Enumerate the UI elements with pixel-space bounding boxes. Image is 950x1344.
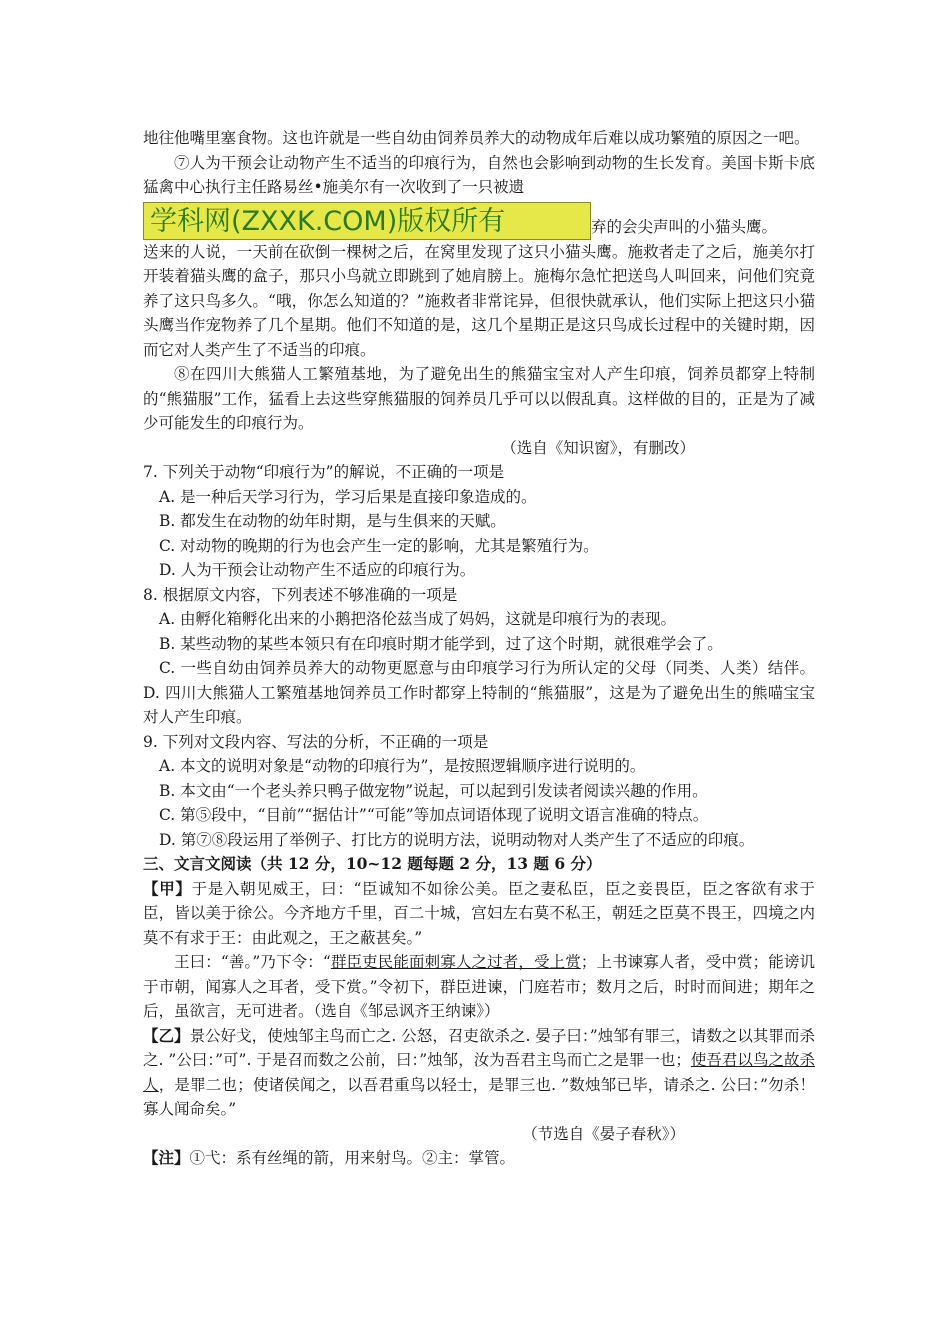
passage-yi-p1-a: 景公好戈，使烛邹主鸟而亡之. 公怒，召吏欲杀之. 晏子曰：”烛邹有罪三，请数之以其罪而杀之. ”公曰：”可”. 于是召而数之公前，曰：”烛邹，汝为吾君主鸟而亡之是罪一也； xyxy=(143,1026,815,1069)
watermark-banner: 学科网(ZXXK.COM)版权所有 xyxy=(143,202,591,240)
question-7-stem: 7. 下列关于动物“印痕行为”的解说，不正确的一项是 xyxy=(143,463,505,481)
passage-jia-p2 xyxy=(143,950,815,1024)
question-9-option-c: C. 第⑤段中，“目前”“据估计”“可能”等加点词语体现了说明文语言准确的特点。 xyxy=(159,806,709,824)
note xyxy=(143,1146,815,1171)
document-page xyxy=(143,126,815,1171)
question-7-option-d: D. 人为干预会让动物产生不适应的印痕行为。 xyxy=(159,561,476,579)
passage-jia-p2-b: ；上书谏寡人者，受中赏；能谤讥于市朝，闻寡人之耳者，受下赏。”令初下，群臣进谏，门庭若市；数月之后，时时而间进；期年之后，虽欲言，无可进者。（选自《邹忌讽齐王纳谏》） xyxy=(143,953,815,1020)
passage-jia-text: 于是入朝见威王，曰：“臣诚知不如徐公美。臣之妻私臣，臣之妾畏臣，臣之客欲有求于臣，皆以美于徐公。今齐地方千里，百二十城，宫妇左右莫不私王，朝廷之臣莫不畏王，四境之内莫不有求于王：由此观之，王之蔽甚矣。” xyxy=(143,879,815,947)
paragraph-7-rest: 送来的人说，一天前在砍倒一棵树之后，在窝里发现了这只小猫头鹰。施救者走了之后，施美尔打开装着猫头鹰的盒子，那只小鸟就立即跳到了她肩膀上。施梅尔急忙把送鸟人叫回来，问他们究竟养了这只鸟多久。“哦，你怎么知道的？”施救者非常诧异，但很快就承认，他们实际上把这只小猫头鹰当作宠物养了几个星期。他们不知道的是，这几个星期正是这只鸟成长过程中的关键时期，因而它对人类产生了不适当的印痕。 xyxy=(143,242,815,359)
paragraph-6-end: 地往他嘴里塞食物。这也许就是一些自幼由饲养员养大的动物成年后难以成功繁殖的原因之一吧。 xyxy=(143,129,810,147)
question-7-option-c: C. 对动物的晚期的行为也会产生一定的影响，尤其是繁殖行为。 xyxy=(159,536,599,555)
paragraph-7-start: ⑦人为干预会让动物产生不适当的印痕行为，自然也会影响到动物的生长发育。美国卡斯卡底猛禽中心执行主任路易丝•施美尔有一次收到了一只被遗 xyxy=(143,153,815,196)
question-8-option-b: B. 某些动物的某些本领只有在印痕时期才能学到，过了这个时期，就很难学会了。 xyxy=(159,634,723,653)
question-9-stem: 9. 下列对文段内容、写法的分析，不正确的一项是 xyxy=(143,732,489,751)
question-8-stem: 8. 根据原文内容，下列表述不够准确的一项是 xyxy=(143,585,458,604)
passage-jia-underlined: 群臣吏民能面刺寡人之过者，受上赏 xyxy=(330,953,581,971)
passage-jia-tag: 【甲】 xyxy=(143,878,192,898)
passage-jia-p2-a: 王曰：“善。”乃下令：“ xyxy=(174,953,331,971)
note-tag: 【注】 xyxy=(143,1148,190,1167)
watermark-row xyxy=(143,202,815,240)
question-7-option-a: A. 是一种后天学习行为，学习后果是直接印象造成的。 xyxy=(159,487,537,506)
question-8-option-c-d: C. 一些自幼由饲养员养大的动物更愿意与由印痕学习行为所认定的父母（同类、人类）结伴。D. 四川大熊猫人工繁殖基地饲养员工作时都穿上特制的“熊猫服”，这是为了避免出生的熊喵宝宝对人产生印痕。 xyxy=(143,659,815,726)
paragraph-8: ⑧在四川大熊猫人工繁殖基地，为了避免出生的熊猫宝宝对人产生印痕，饲养员都穿上特制的“熊猫服”工作，猛看上去这些穿熊猫服的饲养员几乎可以以假乱真。这样做的目的，正是为了减少可能发生的印痕行为。 xyxy=(143,365,815,432)
question-9-option-a: A. 本文的说明对象是“动物的印痕行为”，是按照逻辑顺序进行说明的。 xyxy=(159,757,646,775)
source-citation-2: （节选自《晏子春秋》） xyxy=(522,1124,685,1143)
source-citation-1: （选自《知识窗》，有删改） xyxy=(501,438,695,457)
passage-yi-p1 xyxy=(143,1024,815,1122)
question-9-option-b: B. 本文由“一个老头养只鸭子做宠物”说起，可以起到引发读者阅读兴趣的作用。 xyxy=(159,781,708,800)
question-9-option-d: D. 第⑦⑧段运用了举例子、打比方的说明方法，说明动物对人类产生了不适应的印痕。 xyxy=(159,830,755,849)
section-3-heading: 三、文言文阅读（共 12 分，10~12 题每题 2 分，13 题 6 分） xyxy=(143,854,602,873)
question-8-option-a: A. 由孵化箱孵化出来的小鹅把洛伦兹当成了妈妈，这就是印痕行为的表现。 xyxy=(159,610,677,628)
question-7-option-b: B. 都发生在动物的幼年时期，是与生俱来的天赋。 xyxy=(159,512,506,530)
passage-yi-p1-b: ，是罪二也；使诸侯闻之，以吾君重鸟以轻士，是罪三也. ”数烛邹已毕，请杀之. 公曰：”勿杀！寡人闻命矣。” xyxy=(143,1075,815,1118)
note-text: ①弋：系有丝绳的箭，用来射鸟。②主：掌管。 xyxy=(189,1149,516,1167)
passage-yi-underlined: 使吾君以鸟之故杀人 xyxy=(143,1051,815,1094)
paragraph-7-tail: 弃的会尖声叫的小猫头鹰。 xyxy=(591,218,778,236)
passage-jia-p1 xyxy=(143,877,815,951)
passage-yi-tag: 【乙】 xyxy=(143,1025,190,1045)
